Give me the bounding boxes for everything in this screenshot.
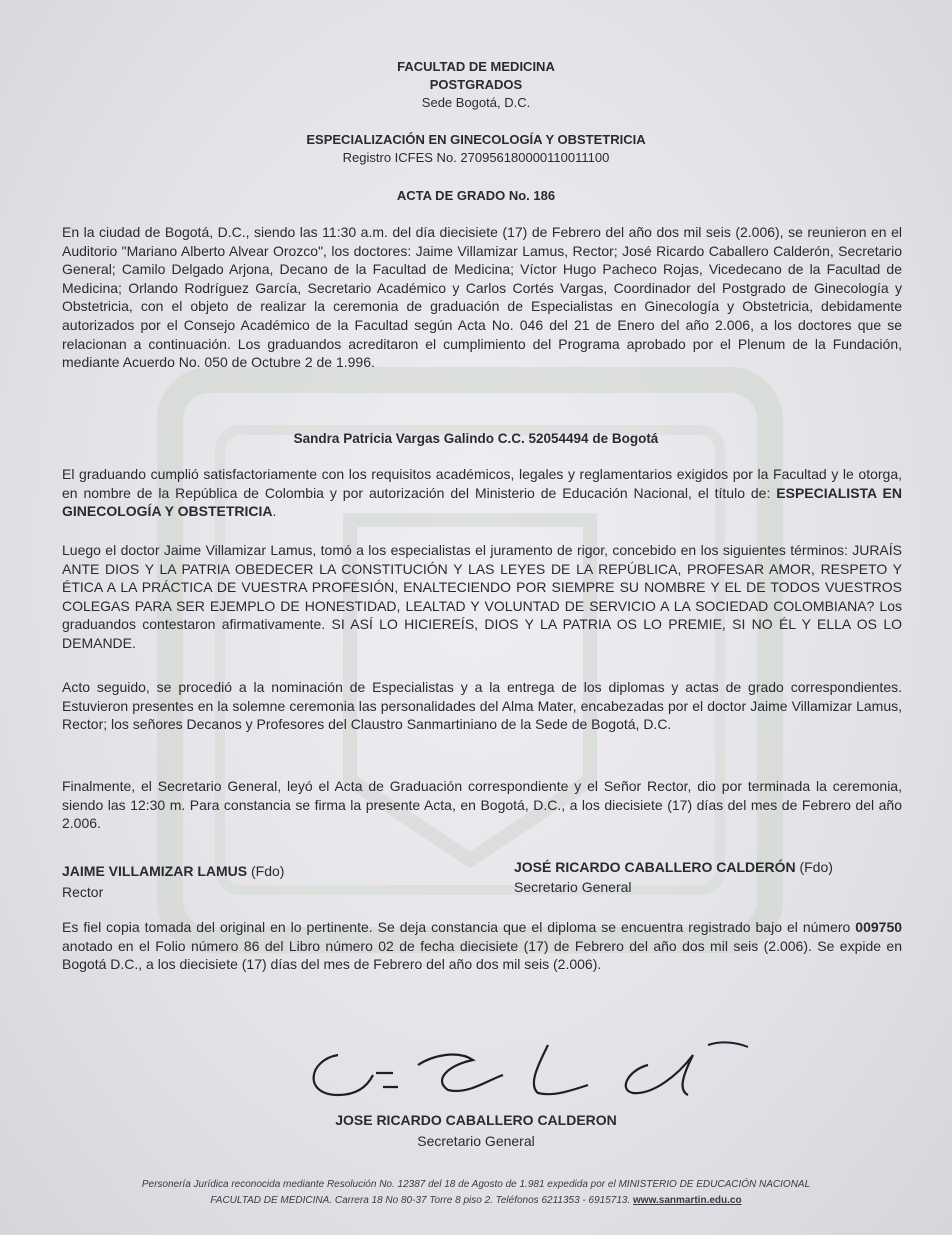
title-paragraph-text: El graduando cumplió satisfactoriamente con los requisitos académicos, legales y reglamentarios exigidos por la Facultad y le otorga, en nombre de la República de Colombia y por autorización del Ministerio de Educación Nacional, el título de: — [62, 466, 902, 501]
intro-paragraph: En la ciudad de Bogotá, D.C., siendo las 11:30 a.m. del día diecisiete (17) de Febrero del año dos mil seis (2.006), se reunieron en el Auditorio "Mariano Alberto Alvear Orozco", los doctores: Jaime Villamizar Lamus, Rector; José Ricardo Caballero Calderón, Secretario General; Camilo Delgado Arjona, Decano de la Facultad de Medicina; Víctor Hugo Pacheco Rojas, Vicedecano de la Facultad de Medicina; Orlando Rodríguez García, Secretario Académico y Carlos Cortés Vargas, Coordinador del Postgrado de Ginecología y Obstetricia, con el objeto de realizar la ceremonia de graduación de Especialistas en Ginecología y Obstetricia, debidamente autorizados por el Consejo Académico de la Facultad según Acta No. 046 del 21 de Enero del año 2.006, a los doctores que se relacionan a continuación. Los graduandos acreditaron el cumplimiento del Programa aprobado por el Plenum de la Fundación, mediante Acuerdo No. 050 de Octubre 2 de 1.996. — [62, 224, 902, 371]
copy-note-paragraph — [62, 918, 902, 974]
footer-line-1: Personería Jurídica reconocida mediante Resolución No. 12387 del 18 de Agosto de 1.981 expedida por el MINISTERIO DE EDUCACIÓN NACIONAL — [141, 1179, 811, 1190]
left-signatory-name — [62, 862, 284, 880]
handwritten-signature-icon — [298, 1035, 768, 1105]
copy-note-part2: anotado en el Folio número 86 del Libro número 02 de fecha diecisiete (17) de Febrero del año dos mil seis (2.006). Se expide en Bogotá D.C., a los diecisiete (17) días del mes de Febrero del año dos mil seis (2.006). — [62, 937, 902, 973]
diploma-number: 009750 — [855, 919, 903, 935]
program-heading: ESPECIALIZACIÓN EN GINECOLOGÍA Y OBSTETRICIA — [306, 132, 646, 147]
right-signatory-role: Secretario General — [514, 879, 632, 895]
acta-title: ACTA DE GRADO No. 186 — [396, 188, 556, 203]
registro-line: Registro ICFES No. 270956180000110011100 — [342, 150, 610, 165]
footer-line-2 — [0, 1194, 952, 1208]
left-signatory-fdo: (Fdo) — [251, 863, 285, 879]
left-signatory-role: Rector — [62, 884, 104, 900]
sede-heading: Sede Bogotá, D.C. — [421, 95, 531, 110]
copy-note-part1: Es fiel copia tomada del original en lo pertinente. Se deja constancia que el diploma se encuentra registrado bajo el número — [62, 919, 851, 935]
postgrad-heading: POSTGRADOS — [429, 77, 523, 92]
final-signature-name: JOSE RICARDO CABALLERO CALDERON — [335, 1112, 617, 1128]
footer-address: FACULTAD DE MEDICINA. Carrera 18 No 80-37 Torre 8 piso 2. Teléfonos 6211353 - 6915713. — [210, 1195, 631, 1206]
title-paragraph: El graduando cumplió satisfactoriamente con los requisitos académicos, legales y reglamentarios exigidos por la Facultad y le otorga, en nombre de la República de Colombia y por autorización del Ministerio de Educación Nacional, el título de: ESPECIALISTA EN GINECOLOGÍA Y OBSTETRICIA. — [62, 466, 903, 520]
right-signatory-name-text: JOSÉ RICARDO CABALLERO CALDERÓN — [514, 859, 796, 875]
faculty-heading: FACULTAD DE MEDICINA — [397, 59, 555, 74]
right-signatory-name — [514, 858, 833, 876]
oath-paragraph: Luego el doctor Jaime Villamizar Lamus, tomó a los especialistas el juramento de rigor, concebido en los siguientes términos: JURAÍS ANTE DIOS Y LA PATRIA OBEDECER LA CONSTITUCIÓN Y LAS LEYES DE LA REPÚBLICA, PROFESAR AMOR, RESPETO Y ÉTICA A LA PRÁCTICA DE VUESTRA PROFESIÓN, ENALTECIENDO POR SIEMPRE SU NOMBRE Y EL DE TODOS VUESTROS COLEGAS PARA SER EJEMPLO DE HONESTIDAD, LEALTAD Y VOLUNTAD DE SERVICIO A LA SOCIEDAD COLOMBIANA? Los graduandos contestaron afirmativamente. SI ASÍ LO HICIEREÍS, DIOS Y LA PATRIA OS LO PREMIE, SI NO ÉL Y ELLA OS LO DEMANDE. — [62, 542, 902, 651]
footer-url-link[interactable]: www.sanmartin.edu.co — [633, 1195, 742, 1206]
graduate-line: Sandra Patricia Vargas Galindo C.C. 52054494 de Bogotá — [293, 431, 659, 446]
closing-paragraph: Finalmente, el Secretario General, leyó el Acta de Graduación correspondiente y el Señor Rector, dio por terminada la ceremonia, siendo las 12:30 m. Para constancia se firma la presente Acta, en Bogotá, D.C., a los diecisiete (17) días del mes de Febrero del año 2.006. — [62, 778, 902, 832]
left-signatory-name-text: JAIME VILLAMIZAR LAMUS — [62, 863, 248, 879]
final-signature-role: Secretario General — [417, 1133, 535, 1149]
act-paragraph: Acto seguido, se procedió a la nominación de Especialistas y a la entrega de los diplomas y actas de grado correspondientes. Estuvieron presentes en la solemne ceremonia las personalidades del Alma Mater, encabezadas por el doctor Jaime Villamizar Lamus, Rector; los señores Decanos y Profesores del Claustro Sanmartiniano de la Sede de Bogotá, D.C. — [62, 679, 902, 733]
title-awarded: ESPECIALISTA EN GINECOLOGÍA Y OBSTETRICIA — [62, 484, 903, 520]
right-signatory-fdo: (Fdo) — [799, 859, 833, 875]
